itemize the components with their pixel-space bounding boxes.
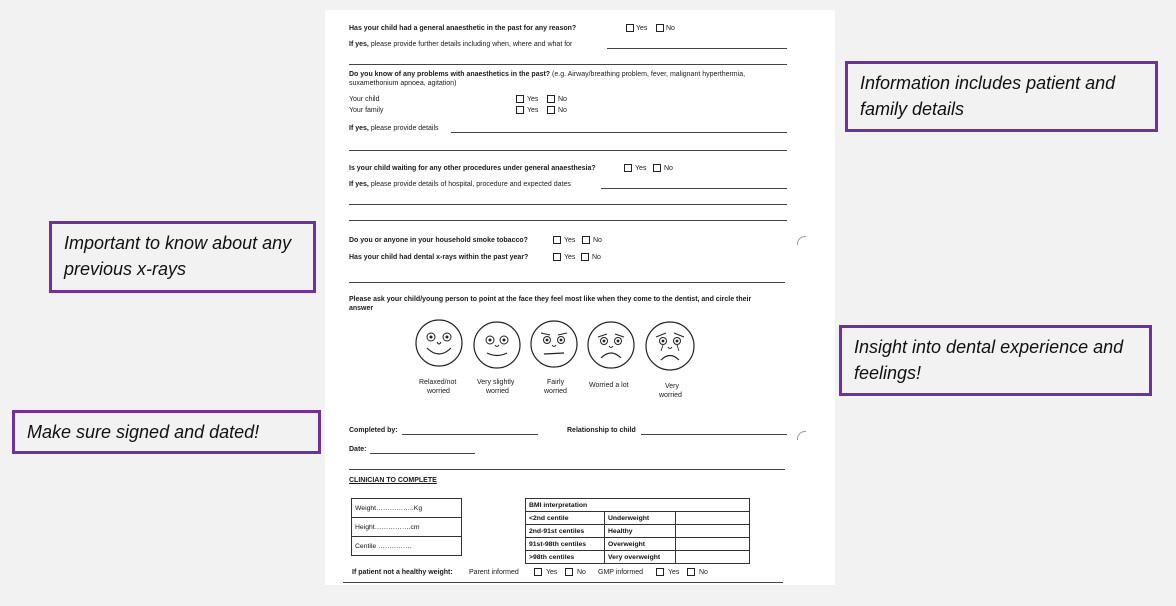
bmi-check-cell[interactable] <box>676 551 750 564</box>
face-label-5b: worried <box>659 392 682 399</box>
separator-line-2 <box>349 469 785 470</box>
q2-detail-line-2[interactable] <box>349 150 787 151</box>
q3-text: Is your child waiting for any other procedures under general anaesthesia? <box>349 165 596 172</box>
measurements-table <box>351 498 462 556</box>
q3-detail-label: If yes, please provide details of hospital, procedure and expected dates <box>349 181 571 188</box>
q5-text: Has your child had dental x-rays within the past year? <box>349 254 529 261</box>
q5-no-checkbox[interactable] <box>581 253 589 261</box>
scan-mark <box>797 236 806 245</box>
bmi-check-cell[interactable] <box>676 512 750 525</box>
q4-no-label: No <box>593 237 602 244</box>
q5-yes-label: Yes <box>564 254 576 261</box>
q2-child-no-checkbox[interactable] <box>547 95 555 103</box>
bmi-table <box>525 498 750 564</box>
q2-text: Do you know of any problems with anaesthetics in the past? (e.g. Airway/breathing problem, fever, malignant hyperthermia, <box>349 71 746 78</box>
height-field[interactable]: Height…………….cm <box>352 518 462 537</box>
gmp-no-label: No <box>699 569 708 576</box>
callout-info: Information includes patient and family details <box>845 61 1158 132</box>
q1-no-label: No <box>666 25 675 32</box>
parent-no-label: No <box>577 569 586 576</box>
weight-field[interactable]: Weight……………..Kg <box>352 499 462 518</box>
face-relaxed-icon[interactable] <box>414 318 464 368</box>
face-label-3b: worried <box>544 388 567 395</box>
q4-no-checkbox[interactable] <box>582 236 590 244</box>
bmi-check-cell[interactable] <box>676 538 750 551</box>
q2-family-no-label: No <box>558 107 567 114</box>
face-label-5: Very <box>665 383 680 390</box>
face-slightly-worried-icon[interactable] <box>472 320 522 370</box>
q3-no-checkbox[interactable] <box>653 164 661 172</box>
relationship-label: Relationship to child <box>567 427 636 434</box>
parent-yes-label: Yes <box>546 569 558 576</box>
table-row: <2nd centile Underweight <box>526 512 750 525</box>
q2-family-yes-checkbox[interactable] <box>516 106 524 114</box>
table-row: 91st-98th centiles Overweight <box>526 538 750 551</box>
q2-child-yes-label: Yes <box>527 96 539 103</box>
q1-yes-label: Yes <box>636 25 648 32</box>
q3-no-label: No <box>664 165 673 172</box>
callout-insight: Insight into dental experience and feelings! <box>839 325 1152 396</box>
face-label-2b: worried <box>486 388 509 395</box>
face-label-1b: worried <box>427 388 450 395</box>
q3-yes-label: Yes <box>635 165 647 172</box>
gmp-no-checkbox[interactable] <box>687 568 695 576</box>
parent-yes-checkbox[interactable] <box>534 568 542 576</box>
parent-no-checkbox[interactable] <box>565 568 573 576</box>
face-worried-a-lot-icon[interactable] <box>586 320 636 370</box>
q1-detail-line[interactable] <box>607 48 787 49</box>
q3-detail-line[interactable] <box>601 188 787 189</box>
relationship-line[interactable] <box>641 434 787 435</box>
face-fairly-worried-icon[interactable] <box>529 319 579 369</box>
gmp-yes-label: Yes <box>668 569 680 576</box>
q4-yes-label: Yes <box>564 237 576 244</box>
q5-yes-checkbox[interactable] <box>553 253 561 261</box>
callout-xrays: Important to know about any previous x-rays <box>49 221 316 293</box>
q2-text-line2: suxamethonium apnoea, agitation) <box>349 80 457 87</box>
separator-line <box>349 282 785 283</box>
q5-no-label: No <box>592 254 601 261</box>
healthy-weight-label: If patient not a healthy weight: <box>352 569 453 576</box>
date-label: Date: <box>349 446 367 453</box>
q3-detail-line-3[interactable] <box>349 220 787 221</box>
completed-by-label: Completed by: <box>349 427 398 434</box>
table-row: >98th centiles Very overweight <box>526 551 750 564</box>
callout-signed: Make sure signed and dated! <box>12 410 321 454</box>
centile-field[interactable]: Centile …………… <box>352 537 462 556</box>
scan-mark-2 <box>797 431 806 440</box>
completed-by-line[interactable] <box>402 434 538 435</box>
q2-child-yes-checkbox[interactable] <box>516 95 524 103</box>
q1-text: Has your child had a general anaesthetic in the past for any reason? <box>349 25 577 32</box>
date-line[interactable] <box>370 453 475 454</box>
bmi-header: BMI interpretation <box>526 499 750 512</box>
gmp-informed-label: GMP informed <box>598 569 643 576</box>
q3-detail-line-2[interactable] <box>349 204 787 205</box>
table-row: 2nd-91st centiles Healthy <box>526 525 750 538</box>
q1-detail-label: If yes, please provide further details including when, where and what for <box>349 41 573 48</box>
q1-detail-line-2[interactable] <box>349 64 787 65</box>
consent-form-page <box>325 10 835 585</box>
face-label-3: Fairly <box>547 379 565 386</box>
q2-family-no-checkbox[interactable] <box>547 106 555 114</box>
q4-text: Do you or anyone in your household smoke tobacco? <box>349 237 528 244</box>
footer-line <box>343 582 783 583</box>
bmi-check-cell[interactable] <box>676 525 750 538</box>
q1-yes-checkbox[interactable] <box>626 24 634 32</box>
clinician-heading: CLINICIAN TO COMPLETE <box>349 477 437 484</box>
face-label-1: Relaxed/not <box>419 379 457 386</box>
q3-yes-checkbox[interactable] <box>624 164 632 172</box>
parent-informed-label: Parent informed <box>469 569 519 576</box>
q2-detail-line[interactable] <box>451 132 787 133</box>
q4-yes-checkbox[interactable] <box>553 236 561 244</box>
q1-no-checkbox[interactable] <box>656 24 664 32</box>
face-very-worried-icon[interactable] <box>644 320 696 372</box>
face-label-2: Very slightly <box>477 379 515 386</box>
q2-family-yes-label: Yes <box>527 107 539 114</box>
q2-family-label: Your family <box>349 107 384 114</box>
q2-child-no-label: No <box>558 96 567 103</box>
gmp-yes-checkbox[interactable] <box>656 568 664 576</box>
q2-detail-label: If yes, please provide details <box>349 125 439 132</box>
q2-child-label: Your child <box>349 96 380 103</box>
face-label-4: Worried a lot <box>589 382 629 389</box>
faces-prompt-line2: answer <box>349 305 374 312</box>
faces-prompt: Please ask your child/young person to point at the face they feel most like when they come to the dentist, and circle their <box>349 296 752 303</box>
